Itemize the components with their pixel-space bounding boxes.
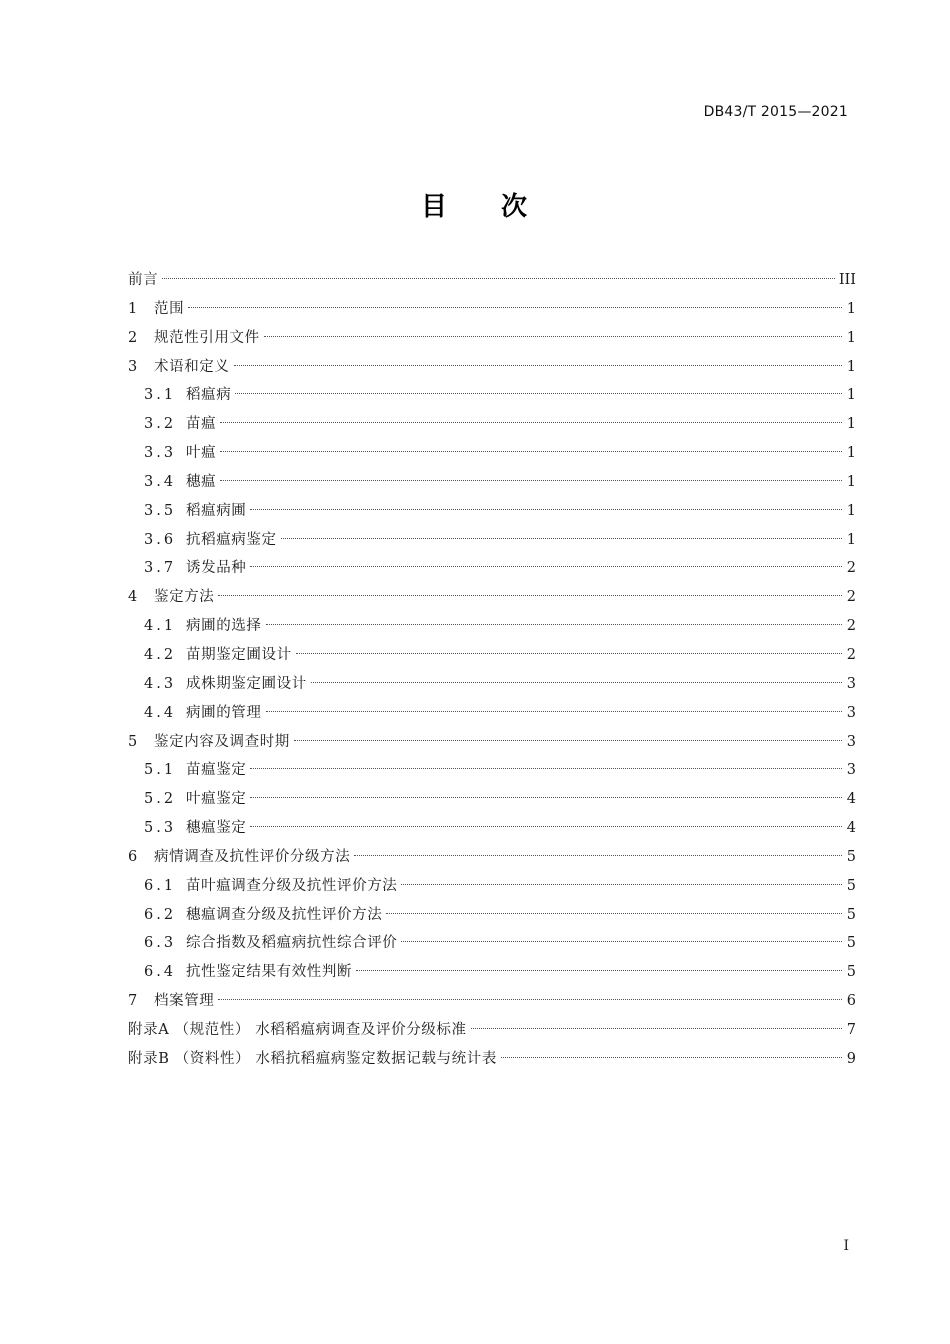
toc-entry-page: 4 [846,791,856,808]
toc-entry-page: 1 [846,329,856,346]
toc-entry[interactable] [128,641,856,670]
toc-entry-page: 1 [846,473,856,490]
toc-entry-label: 穗瘟 [186,473,217,490]
toc-entry-page: 6 [846,993,856,1010]
toc-dot-leader [401,884,842,885]
toc-entry-page: 1 [846,502,856,519]
toc-entry[interactable] [128,1016,856,1045]
toc-entry-page: 3 [846,733,856,750]
toc-entry-page: 9 [846,1050,856,1067]
toc-entry-page: 5 [846,935,856,952]
toc-entry[interactable] [128,410,856,439]
toc-entry-page: III [838,272,856,288]
toc-entry-label: 苗瘟鉴定 [186,762,247,779]
toc-entry-page: 3 [846,762,856,779]
toc-entry[interactable] [128,612,856,641]
toc-title [0,186,950,223]
toc-dot-leader [250,509,842,510]
toc-dot-leader [220,451,842,452]
toc-dot-leader [266,711,843,712]
toc-dot-leader [188,307,842,308]
toc-entry-page: 5 [846,877,856,894]
toc-dot-leader [220,422,842,423]
toc-dot-leader [250,797,842,798]
toc-entry[interactable] [128,699,856,728]
toc-entry-page: 1 [846,358,856,375]
toc-entry-label: 前言 [128,272,159,288]
toc-entry-label: 诱发品种 [186,560,247,577]
toc-entry-number: 6.3 [144,935,177,952]
toc-entry-number: 6.4 [144,964,177,981]
toc-entry-label: 苗瘟 [186,416,217,433]
toc-entry[interactable] [128,958,856,987]
toc-entry[interactable] [128,353,856,382]
toc-entry[interactable] [128,324,856,353]
toc-dot-leader [501,1057,842,1058]
toc-entry-number: 6.2 [144,906,177,923]
toc-entry-label: 病圃的管理 [186,704,262,721]
toc-entry[interactable] [128,987,856,1016]
toc-entry-label: 稻瘟病 [186,387,232,404]
toc-entry-label: 档案管理 [154,993,215,1010]
toc-entry-label: 穗瘟调查分级及抗性评价方法 [186,906,383,923]
toc-entry-label: 叶瘟鉴定 [186,791,247,808]
toc-entry-page: 1 [846,387,856,404]
toc-entry-label: 病情调查及抗性评价分级方法 [154,848,351,865]
toc-entry-page: 2 [846,589,856,606]
toc-entry-page: 3 [846,675,856,692]
toc-entry[interactable] [128,785,856,814]
toc-entry-number: 3.7 [144,560,177,577]
toc-entry[interactable] [128,872,856,901]
toc-entry[interactable] [128,554,856,583]
toc-dot-leader [218,999,842,1000]
toc-dot-leader [281,538,842,539]
toc-dot-leader [250,566,842,567]
toc-entry-number: 1 [128,300,139,317]
toc-entry[interactable] [128,381,856,410]
toc-entry-number: 3.2 [144,416,177,433]
toc-entry-number: 5.2 [144,791,177,808]
toc-dot-leader [356,970,842,971]
toc-entry-label: 鉴定方法 [154,589,215,606]
toc-entry-number: 6 [128,848,139,865]
toc-entry-label: 范围 [154,300,185,317]
toc-entry-page: 1 [846,531,856,548]
toc-dot-leader [235,393,842,394]
toc-entry-page: 2 [846,560,856,577]
toc-entry-label: 抗性鉴定结果有效性判断 [186,964,353,981]
toc-dot-leader [354,855,842,856]
toc-entry-number: 3.3 [144,445,177,462]
toc-entry-number: 7 [128,993,139,1010]
toc-entry[interactable] [128,901,856,930]
toc-entry-number: 5.3 [144,820,177,837]
toc-dot-leader [264,336,842,337]
toc-entry-label: 术语和定义 [154,358,230,375]
toc-entry[interactable] [128,583,856,612]
toc-entry-number: 4.1 [144,618,177,635]
toc-entry-number: 4.2 [144,646,177,663]
toc-entry-page: 2 [846,646,856,663]
toc-entry[interactable] [128,670,856,699]
toc-dot-leader [218,595,842,596]
toc-entry-page: 4 [846,820,856,837]
toc-entry[interactable] [128,756,856,785]
toc-entry-label: 附录A （规范性） 水稻稻瘟病调查及评价分级标准 [128,1021,467,1038]
toc-entry[interactable] [128,439,856,468]
toc-dot-leader [250,768,842,769]
toc-entry-number: 5.1 [144,762,177,779]
toc-dot-leader [401,941,842,942]
toc-dot-leader [162,278,835,279]
toc-dot-leader [294,740,842,741]
toc-entry-label: 鉴定内容及调查时期 [154,733,290,750]
toc-entry[interactable] [128,843,856,872]
toc-title-char-1: 目 [420,192,449,222]
toc-entry-page: 3 [846,704,856,721]
toc-entry-label: 附录B （资料性） 水稻抗稻瘟病鉴定数据记载与统计表 [128,1050,497,1067]
toc-entry-page: 5 [846,964,856,981]
toc-dot-leader [296,653,842,654]
toc-entry-number: 3.4 [144,473,177,490]
document-code: DB43/T 2015—2021 [703,104,848,120]
toc-dot-leader [220,480,842,481]
toc-entry-number: 3 [128,358,139,375]
toc-list [128,266,856,1074]
toc-entry[interactable] [128,266,856,295]
toc-entry[interactable] [128,468,856,497]
toc-dot-leader [234,365,843,366]
toc-entry-number: 3.1 [144,387,177,404]
toc-entry-label: 抗稻瘟病鉴定 [186,531,277,548]
toc-dot-leader [266,624,843,625]
toc-entry[interactable] [128,497,856,526]
toc-entry-label: 病圃的选择 [186,618,262,635]
toc-entry-number: 5 [128,733,139,750]
toc-entry-page: 5 [846,906,856,923]
toc-entry-page: 1 [846,445,856,462]
toc-entry-label: 综合指数及稻瘟病抗性综合评价 [186,935,398,952]
toc-dot-leader [471,1028,842,1029]
toc-entry-page: 5 [846,848,856,865]
toc-entry[interactable] [128,728,856,757]
toc-entry[interactable] [128,526,856,555]
page-number: I [843,1238,849,1254]
toc-entry[interactable] [128,1045,856,1074]
toc-entry-label: 成株期鉴定圃设计 [186,675,307,692]
toc-entry-number: 6.1 [144,877,177,894]
toc-entry-label: 穗瘟鉴定 [186,820,247,837]
toc-title-char-2: 次 [501,192,530,222]
toc-entry[interactable] [128,814,856,843]
toc-entry-page: 1 [846,300,856,317]
toc-entry-number: 3.5 [144,502,177,519]
toc-dot-leader [311,682,842,683]
toc-entry-number: 4.4 [144,704,177,721]
toc-entry-page: 7 [846,1021,856,1038]
toc-entry[interactable] [128,295,856,324]
toc-entry-number: 3.6 [144,531,177,548]
toc-entry-label: 苗叶瘟调查分级及抗性评价方法 [186,877,398,894]
toc-entry-page: 2 [846,618,856,635]
toc-entry-number: 4.3 [144,675,177,692]
toc-dot-leader [386,913,842,914]
toc-entry-label: 叶瘟 [186,445,217,462]
toc-dot-leader [250,826,842,827]
toc-entry-label: 稻瘟病圃 [186,502,247,519]
toc-entry-label: 苗期鉴定圃设计 [186,646,292,663]
toc-entry-label: 规范性引用文件 [154,329,260,346]
toc-entry-number: 2 [128,329,139,346]
toc-entry-number: 4 [128,589,139,606]
toc-entry[interactable] [128,929,856,958]
toc-entry-page: 1 [846,416,856,433]
